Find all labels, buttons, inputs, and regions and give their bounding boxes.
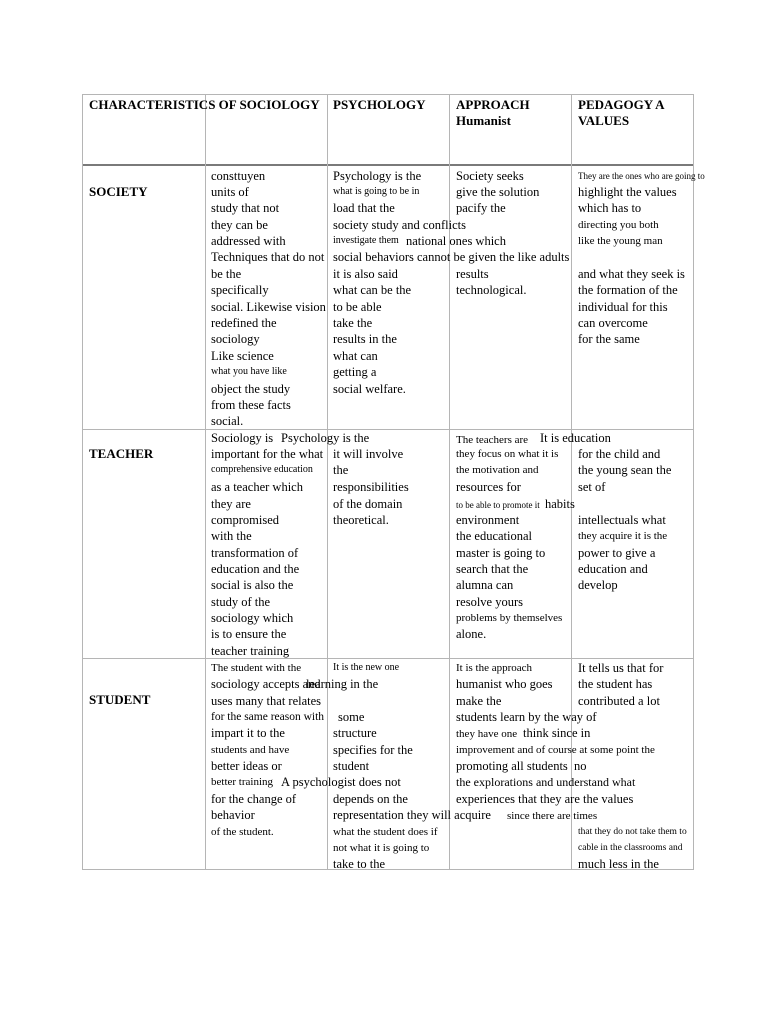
cell-text: national ones which xyxy=(406,234,506,248)
cell-text: which has to xyxy=(578,201,642,215)
cell-text: to be able to promote it xyxy=(456,500,540,510)
cell-text: study of the xyxy=(211,595,271,609)
cell-text: better ideas or xyxy=(211,759,282,773)
cell-text: of the domain xyxy=(333,497,403,511)
cell-text: improvement and of course at some point the xyxy=(456,744,655,756)
cell-text: much less in the xyxy=(578,857,659,871)
cell-text: they have one xyxy=(456,728,518,740)
column-border xyxy=(82,94,83,870)
cell-text: Society seeks xyxy=(456,169,524,183)
cell-text: intellectuals what xyxy=(578,513,666,527)
cell-text: important for the what xyxy=(211,447,324,461)
cell-text: make the xyxy=(456,694,502,708)
cell-text: humanist who goes xyxy=(456,677,553,691)
cell-text: be the xyxy=(211,267,242,281)
cell-text: social. Likewise vision xyxy=(211,300,326,314)
cell-text: results in the xyxy=(333,332,397,346)
cell-text: of the student. xyxy=(211,826,274,838)
cell-text: It is education xyxy=(540,431,611,445)
cell-text: load that the xyxy=(333,201,395,215)
cell-text: for the same reason with xyxy=(211,711,325,723)
cell-text: investigate them xyxy=(333,235,399,246)
cell-text: The teachers are xyxy=(456,434,529,446)
cell-text: set of xyxy=(578,480,606,494)
column-border xyxy=(449,94,450,870)
cell-text: promoting all students xyxy=(456,759,568,773)
cell-text: structure xyxy=(333,726,377,740)
cell-text: is to ensure the xyxy=(211,627,287,641)
cell-text: units of xyxy=(211,185,249,199)
cell-text: transformation of xyxy=(211,546,299,560)
cell-text: study that not xyxy=(211,201,280,215)
cell-text: what can be the xyxy=(333,283,412,297)
cell-text: what is going to be in xyxy=(333,186,420,197)
cell-text: they are xyxy=(211,497,251,511)
cell-text: consttuyen xyxy=(211,169,266,183)
cell-text: compromised xyxy=(211,513,280,527)
cell-text: they focus on what it is xyxy=(456,448,559,460)
row-separator xyxy=(82,658,694,659)
cell-text: impart it to the xyxy=(211,726,285,740)
cell-text: from these facts xyxy=(211,398,291,412)
cell-text: A psychologist does not xyxy=(281,775,401,789)
cell-text: environment xyxy=(456,513,520,527)
cell-text: social is also the xyxy=(211,578,294,592)
cell-text: object the study xyxy=(211,382,291,396)
cell-text: individual for this xyxy=(578,300,668,314)
cell-text: what can xyxy=(333,349,378,363)
cell-text: sociology which xyxy=(211,611,294,625)
cell-text: resolve yours xyxy=(456,595,523,609)
cell-text: depends on the xyxy=(333,792,408,806)
cell-text: The student with the xyxy=(211,662,302,674)
cell-text: representation they will acquire xyxy=(333,808,491,822)
cell-text: it is also said xyxy=(333,267,398,281)
cell-text: the explorations and understand what xyxy=(456,775,636,789)
cell-text: highlight the values xyxy=(578,185,677,199)
cell-text: to be able xyxy=(333,300,382,314)
header-values: VALUES xyxy=(578,113,630,128)
cell-text: that they do not take them to xyxy=(578,827,687,837)
cell-text: they can be xyxy=(211,218,268,232)
cell-text: students and have xyxy=(211,744,290,756)
cell-text: uses many that relates xyxy=(211,694,322,708)
cell-text: they acquire it is the xyxy=(578,530,668,542)
cell-text: take the xyxy=(333,316,373,330)
cell-text: Psychology is the xyxy=(281,431,370,445)
cell-text: for the same xyxy=(578,332,640,346)
cell-text: search that the xyxy=(456,562,529,576)
cell-text: directing you both xyxy=(578,219,659,231)
column-border xyxy=(327,94,328,870)
column-border xyxy=(693,94,694,870)
cell-text: society study and conflicts xyxy=(333,218,466,232)
cell-text: take to the xyxy=(333,857,386,871)
cell-text: comprehensive education xyxy=(211,464,313,475)
row-label-teacher: TEACHER xyxy=(89,446,154,461)
cell-text: power to give a xyxy=(578,546,656,560)
cell-text: develop xyxy=(578,578,618,592)
cell-text: since there are times xyxy=(507,810,598,822)
cell-text: getting a xyxy=(333,365,377,379)
row-label-society: SOCIETY xyxy=(89,184,148,199)
cell-text: the xyxy=(333,463,349,477)
cell-text: cable in the classrooms and xyxy=(578,843,683,853)
cell-text: students learn by the way of xyxy=(456,710,597,724)
cell-text: specifies for the xyxy=(333,743,413,757)
cell-text: can overcome xyxy=(578,316,648,330)
cell-text: learning in the xyxy=(306,677,379,691)
cell-text: better training xyxy=(211,776,274,788)
cell-text: social. xyxy=(211,414,244,428)
cell-text: the young sean the xyxy=(578,463,672,477)
cell-text: not what it is going to xyxy=(333,842,430,854)
cell-text: what you have like xyxy=(211,366,287,377)
header-pedagogy: PEDAGOGY A xyxy=(578,97,665,112)
cell-text: habits xyxy=(545,497,575,511)
cell-text: education and xyxy=(578,562,648,576)
cell-text: some xyxy=(338,710,365,724)
cell-text: behavior xyxy=(211,808,255,822)
cell-text: the motivation and xyxy=(456,464,539,476)
row-label-student: STUDENT xyxy=(89,692,151,707)
cell-text: it will involve xyxy=(333,447,404,461)
cell-text: results xyxy=(456,267,489,281)
cell-text: what the student does if xyxy=(333,826,438,838)
cell-text: resources for xyxy=(456,480,521,494)
cell-text: no xyxy=(574,759,587,773)
cell-text: specifically xyxy=(211,283,269,297)
cell-text: They are the ones who are going to xyxy=(578,171,705,181)
cell-text: Like science xyxy=(211,349,274,363)
column-border xyxy=(205,94,206,870)
cell-text: redefined the xyxy=(211,316,277,330)
cell-text: student xyxy=(333,759,370,773)
cell-text: contributed a lot xyxy=(578,694,660,708)
cell-text: experiences that they are the values xyxy=(456,792,634,806)
cell-text: problems by themselves xyxy=(456,612,563,624)
cell-text: with the xyxy=(211,529,252,543)
header-humanist: Humanist xyxy=(456,113,511,128)
cell-text: addressed with xyxy=(211,234,286,248)
cell-text: alone. xyxy=(456,627,487,641)
cell-text: social behaviors cannot be given the like adults xyxy=(333,250,570,264)
cell-text: master is going to xyxy=(456,546,546,560)
cell-text: give the solution xyxy=(456,185,540,199)
cell-text: social welfare. xyxy=(333,382,406,396)
table-border-top xyxy=(82,94,694,95)
cell-text: like the young man xyxy=(578,235,663,247)
cell-text: alumna can xyxy=(456,578,514,592)
cell-text: technological. xyxy=(456,283,527,297)
cell-text: for the child and xyxy=(578,447,661,461)
cell-text: the formation of the xyxy=(578,283,678,297)
header-approach: APPROACH xyxy=(456,97,530,112)
cell-text: sociology xyxy=(211,332,260,346)
cell-text: sociology accepts and xyxy=(211,677,321,691)
cell-text: for the change of xyxy=(211,792,297,806)
header-psychology: PSYCHOLOGY xyxy=(333,97,426,112)
cell-text: teacher training xyxy=(211,644,290,658)
cell-text: It is the new one xyxy=(333,662,400,673)
cell-text: Psychology is the xyxy=(333,169,422,183)
header-separator xyxy=(82,164,694,166)
cell-text: as a teacher which xyxy=(211,480,303,494)
cell-text: theoretical. xyxy=(333,513,389,527)
cell-text: Sociology is xyxy=(211,431,274,445)
cell-text: It is the approach xyxy=(456,662,533,674)
cell-text: the student has xyxy=(578,677,653,691)
cell-text: the educational xyxy=(456,529,533,543)
cell-text: Techniques that do not xyxy=(211,250,325,264)
cell-text: pacify the xyxy=(456,201,506,215)
cell-text: responsibilities xyxy=(333,480,409,494)
cell-text: think since in xyxy=(523,726,591,740)
cell-text: education and the xyxy=(211,562,300,576)
header-characteristics: CHARACTERISTICS OF SOCIOLOGY xyxy=(89,97,320,112)
cell-text: It tells us that for xyxy=(578,661,664,675)
cell-text: and what they seek is xyxy=(578,267,685,281)
